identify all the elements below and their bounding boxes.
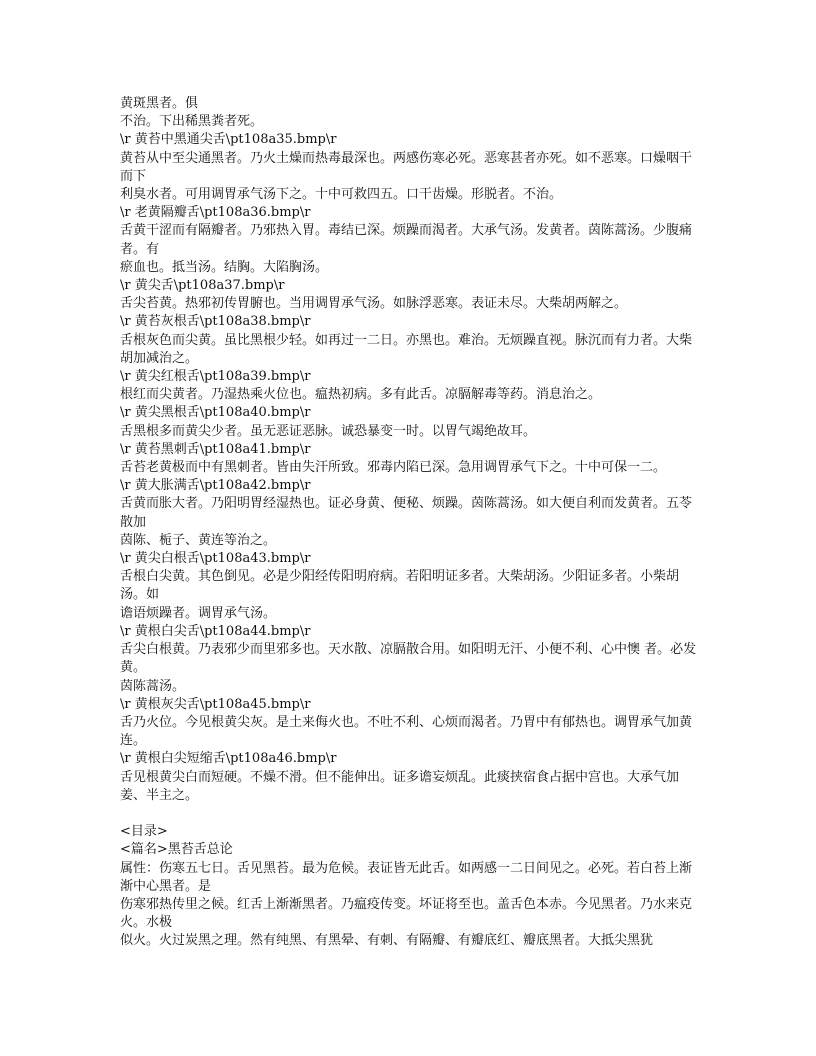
text-line: 瘀血也。抵当汤。结胸。大陷胸汤。 xyxy=(120,259,329,275)
section-title: <篇名>黑苔舌总论 xyxy=(120,842,233,858)
image-reference: \r 黄大胀满舌\pt108a42.bmp\r xyxy=(120,478,311,494)
image-reference: \r 黄尖黑根舌\pt108a40.bmp\r xyxy=(120,405,311,421)
image-reference: \r 黄根白尖舌\pt108a44.bmp\r xyxy=(120,623,311,639)
image-reference: \r 黄尖舌\pt108a37.bmp\r xyxy=(120,278,285,294)
text-line: 舌黄干涩而有隔瓣者。乃邪热入胃。毒结已深。烦躁而渴者。大承气汤。发黄者。茵陈蒿汤。少腹痛者。有 xyxy=(120,223,693,257)
image-reference: \r 黄苔中黑通尖舌\pt108a35.bmp\r xyxy=(120,132,337,148)
text-line: 舌根白尖黄。其色倒见。必是少阳经传阳明府病。若阳明证多者。大柴胡汤。少阳证多者。小柴胡汤。如 xyxy=(120,569,680,603)
text-line: 舌乃火位。今见根黄尖灰。是土来侮火也。不吐不利、心烦而渴者。乃胃中有郁热也。调胃承气加黄连。 xyxy=(120,714,693,749)
section-spacer xyxy=(120,805,698,823)
text-line: 舌根灰色而尖黄。虽比黑根少轻。如再过一二日。亦黑也。难治。无烦躁直视。脉沉而有力者。大柴胡加减治之。 xyxy=(120,332,693,366)
text-line: 舌黄而胀大者。乃阳明胃经湿热也。证必身黄、便秘、烦躁。茵陈蒿汤。如大便自利而发黄者。五苓散加 xyxy=(120,496,693,530)
image-reference: \r 黄根白尖短缩舌\pt108a46.bmp\r xyxy=(120,751,337,767)
text-line: 属性：伤寒五七日。舌见黑苔。最为危候。表证皆无此舌。如两感一二日间见之。必死。若白苔上渐渐中心黑者。是 xyxy=(120,860,693,894)
image-reference: \r 黄尖白根舌\pt108a43.bmp\r xyxy=(120,551,311,567)
text-line: 茵陈蒿汤。 xyxy=(120,678,186,694)
text-block-part2 xyxy=(120,823,698,950)
image-reference: \r 老黄隔瓣舌\pt108a36.bmp\r xyxy=(120,205,311,221)
image-reference: \r 黄苔黑刺舌\pt108a41.bmp\r xyxy=(120,441,311,457)
image-reference: \r 黄尖红根舌\pt108a39.bmp\r xyxy=(120,369,311,385)
image-reference: \r 黄根灰尖舌\pt108a45.bmp\r xyxy=(120,696,311,712)
text-line: 不治。下出稀黑粪者死。 xyxy=(120,114,264,130)
text-line: 舌苔老黄极而中有黑刺者。皆由失汗所致。邪毒内陷已深。急用调胃承气下之。十中可保一二。 xyxy=(120,460,667,476)
text-line: 似火。火过炭黑之理。然有纯黑、有黑晕、有刺、有隔瓣、有瓣底红、瓣底黑者。大抵尖黑犹 xyxy=(120,933,654,949)
text-line: 舌见根黄尖白而短硬。不燥不滑。但不能伸出。证多谵妄烦乱。此痰挟宿食占据中宫也。大承气加姜、半主之。 xyxy=(120,769,680,803)
text-line: 黄苔从中至尖通黑者。乃火土燥而热毒最深也。两感伤寒必死。恶寒甚者亦死。如不恶寒。口燥咽干而下 xyxy=(120,150,693,184)
text-line: 利臭水者。可用调胃承气汤下之。十中可救四五。口干齿燥。形脱者。不治。 xyxy=(120,187,563,203)
image-reference: \r 黄苔灰根舌\pt108a38.bmp\r xyxy=(120,314,311,330)
text-line: 谵语烦躁者。调胃承气汤。 xyxy=(120,605,277,621)
text-line: 根红而尖黄者。乃湿热乘火位也。瘟热初病。多有此舌。凉膈解毒等药。消息治之。 xyxy=(120,387,602,403)
text-line: 茵陈、栀子、黄连等治之。 xyxy=(120,532,277,548)
text-line: 黄斑黑者。俱 xyxy=(120,96,199,111)
text-line: 舌尖白根黄。乃表邪少而里邪多也。天水散、凉膈散合用。如阳明无汗、小便不利、心中懊 者。必发黄。 xyxy=(120,642,697,676)
toc-marker: <目录> xyxy=(120,824,168,840)
document-page xyxy=(120,95,698,951)
text-line: 伤寒邪热传里之候。红舌上渐渐黑者。乃瘟疫传变。坏证将至也。盖舌色本赤。今见黑者。乃水来克火。水极 xyxy=(120,896,693,931)
text-line: 舌黑根多而黄尖少者。虽无恶证恶脉。诚恐暴变一时。以胃气竭绝故耳。 xyxy=(120,423,537,439)
text-line: 舌尖苔黄。热邪初传胃腑也。当用调胃承气汤。如脉浮恶寒。表证未尽。大柴胡两解之。 xyxy=(120,296,628,312)
text-block-part1 xyxy=(120,95,698,805)
